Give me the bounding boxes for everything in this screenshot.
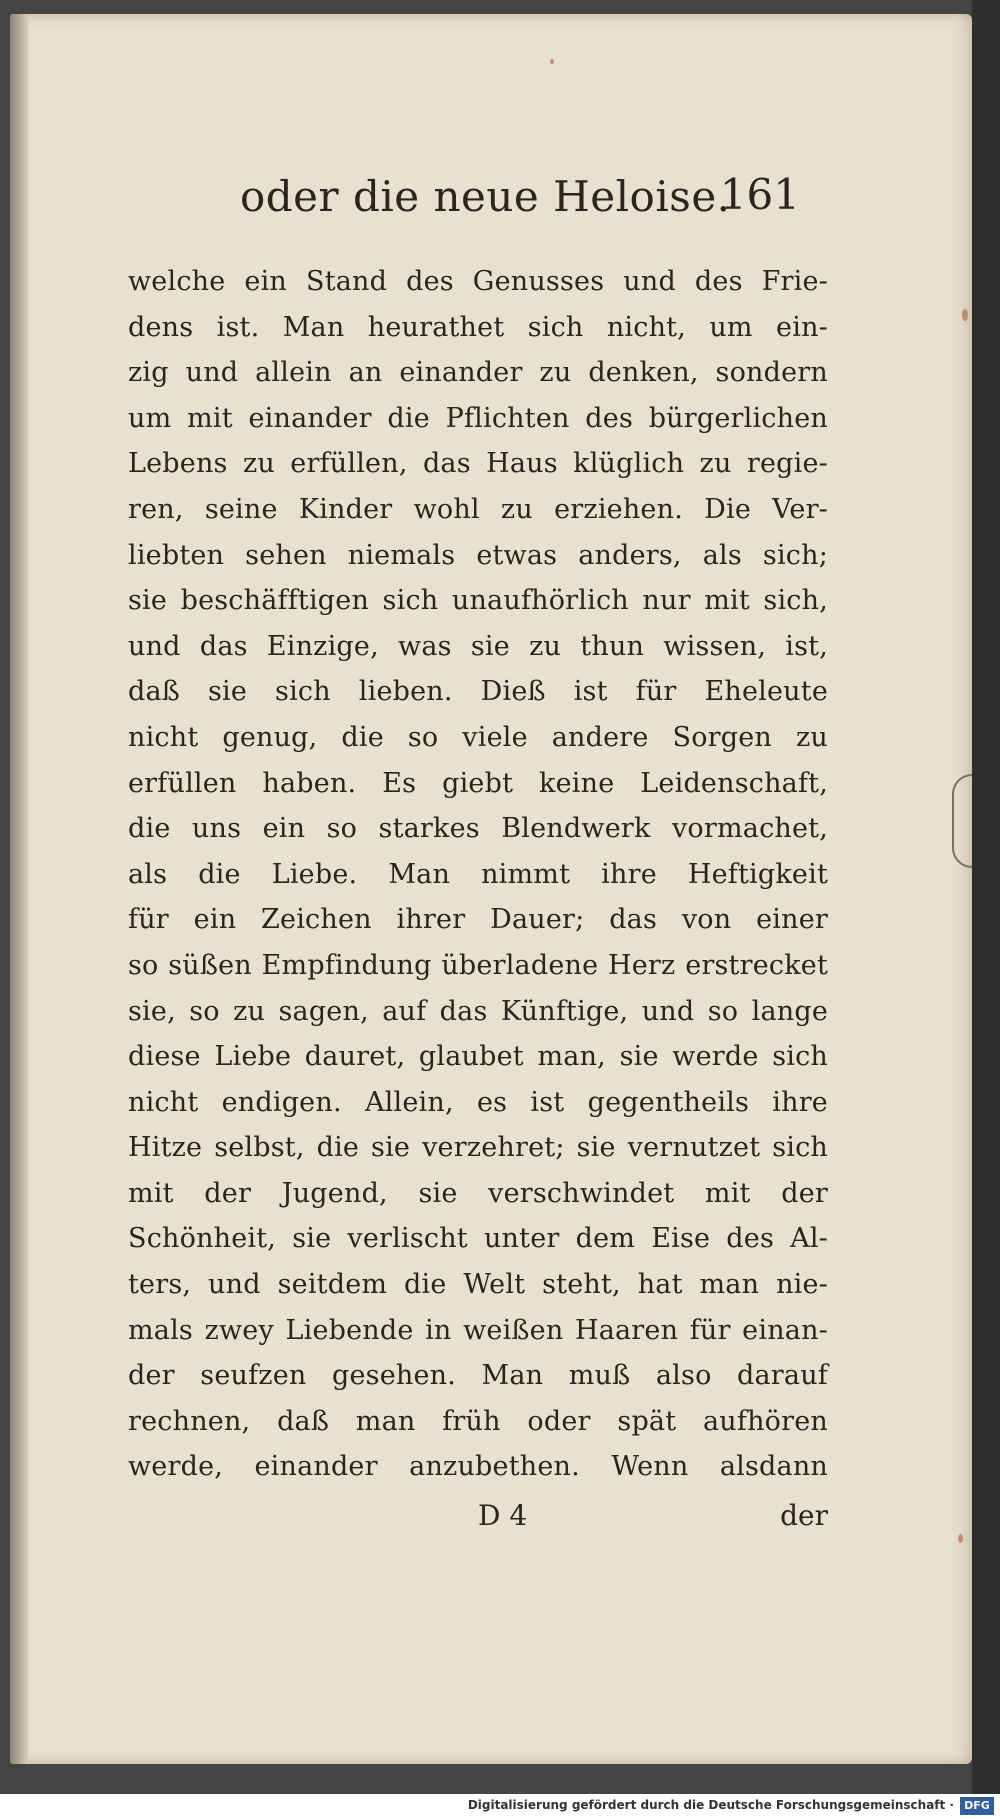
text-line: sie beschäfftigen sich unaufhörlich nur mit sich,: [128, 585, 828, 617]
text-line: mals zwey Liebende in weißen Haaren für einan-: [128, 1314, 828, 1346]
text-line: Hitze selbst, die sie verzehret; sie vernutzet sich: [128, 1132, 828, 1164]
dfg-logo: DFG: [960, 1797, 994, 1815]
funding-credit: Digitalisierung gefördert durch die Deutsche Forschungsgemeinschaft ·: [467, 1798, 954, 1812]
digitization-credit-bar: [0, 1794, 1000, 1819]
signature-mark: D 4: [478, 1499, 528, 1532]
text-line: liebten sehen niemals etwas anders, als sich;: [128, 539, 828, 571]
body-text: [128, 259, 828, 1490]
text-line: nicht genug, die so viele andere Sorgen zu: [128, 721, 828, 753]
text-line: als die Liebe. Man nimmt ihre Heftigkeit: [128, 858, 828, 890]
text-line: für ein Zeichen ihrer Dauer; das von einer: [128, 904, 828, 936]
paper-speck: [550, 59, 554, 64]
catchword: der: [780, 1499, 828, 1532]
text-line: ters, und seitdem die Welt steht, hat man nie-: [128, 1269, 828, 1301]
page-number: 161: [719, 170, 800, 219]
paper-speck: [962, 309, 968, 321]
text-line: nicht endigen. Allein, es ist gegentheils ihre: [128, 1086, 828, 1118]
page-footer: [128, 1499, 828, 1549]
running-head: oder die neue Heloise.: [240, 172, 731, 221]
page-header: [240, 164, 800, 224]
page-edge-mark: [952, 774, 972, 868]
text-line: diese Liebe dauret, glaubet man, sie werde sich: [128, 1041, 828, 1073]
scan-background: [972, 0, 1000, 1819]
text-line: sie, so zu sagen, auf das Künftige, und so lange: [128, 995, 828, 1027]
text-line: erfüllen haben. Es giebt keine Leidenschaft,: [128, 767, 828, 799]
text-line: daß sie sich lieben. Dieß ist für Eheleute: [128, 676, 828, 708]
page-gutter: [10, 14, 28, 1764]
text-line: Lebens zu erfüllen, das Haus klüglich zu regie-: [128, 448, 828, 480]
text-line: so süßen Empfindung überladene Herz erstrecket: [128, 949, 828, 981]
text-line: die uns ein so starkes Blendwerk vormachet,: [128, 813, 828, 845]
text-line: und das Einzige, was sie zu thun wissen, ist,: [128, 630, 828, 662]
text-line: dens ist. Man heurathet sich nicht, um ein-: [128, 311, 828, 343]
text-line: mit der Jugend, sie verschwindet mit der: [128, 1177, 828, 1209]
text-line: zig und allein an einander zu denken, sondern: [128, 357, 828, 389]
text-line: werde, einander anzubethen. Wenn alsdann: [128, 1451, 828, 1483]
text-line: der seufzen gesehen. Man muß also darauf: [128, 1360, 828, 1392]
text-line: um mit einander die Pflichten des bürgerlichen: [128, 402, 828, 434]
text-line: welche ein Stand des Genusses und des Frie-: [128, 266, 828, 297]
book-page: [10, 14, 972, 1764]
paper-speck: [958, 1534, 963, 1543]
text-line: ren, seine Kinder wohl zu erziehen. Die Ver-: [128, 493, 828, 525]
text-line: rechnen, daß man früh oder spät aufhören: [128, 1405, 828, 1437]
text-line: Schönheit, sie verlischt unter dem Eise des Al-: [128, 1223, 828, 1255]
